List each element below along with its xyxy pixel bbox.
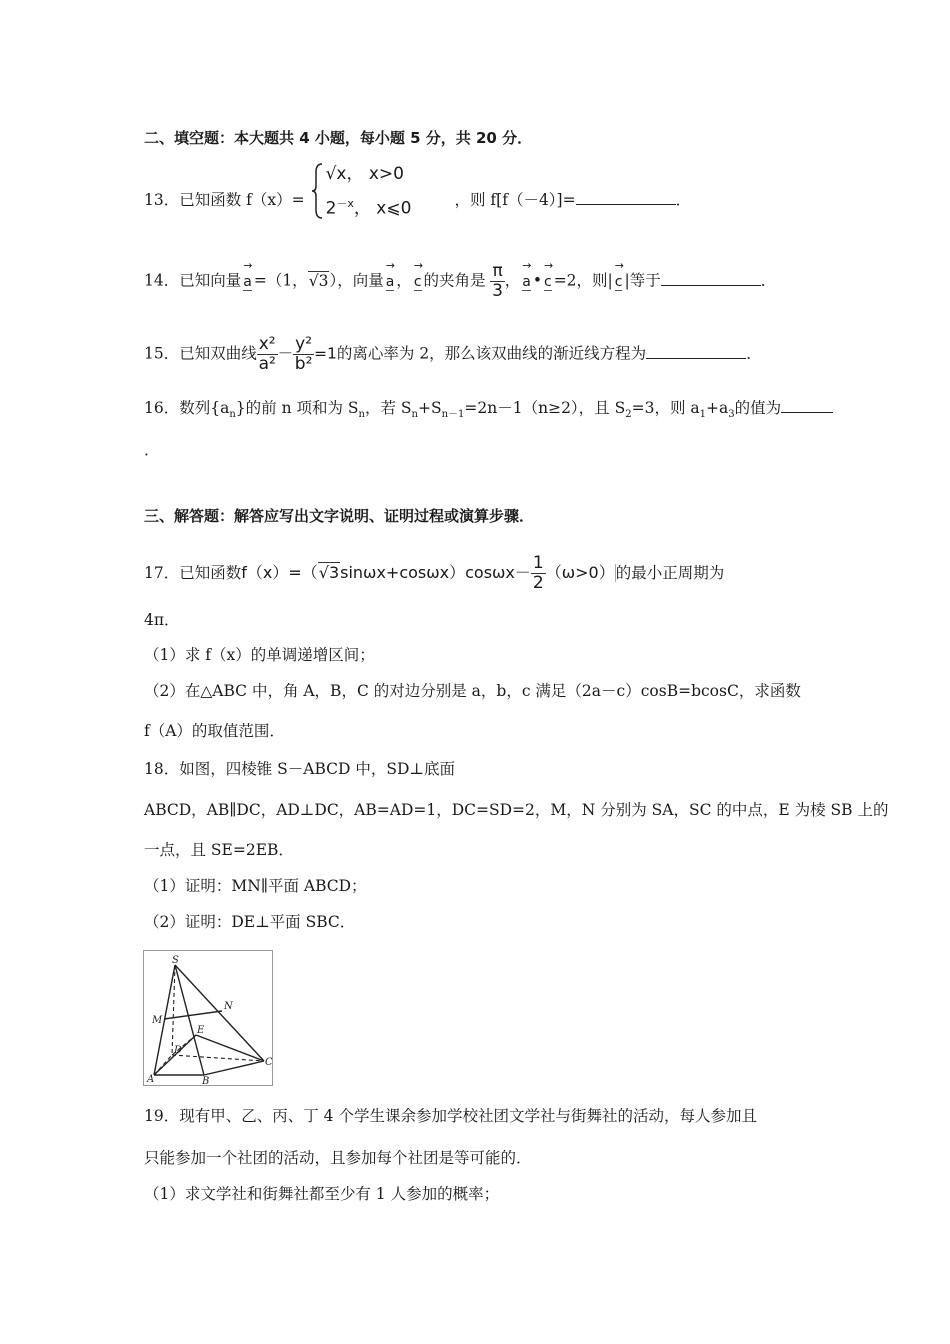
q16-s3: n bbox=[411, 409, 418, 421]
q18-part-2: （2）证明：DE⊥平面 SBC． bbox=[144, 913, 356, 931]
question-15 bbox=[144, 335, 762, 374]
pyramid-figure bbox=[143, 950, 273, 1086]
q17-formula-c: （ω>0） bbox=[545, 563, 615, 582]
vector-c-3: → c bbox=[614, 258, 624, 290]
q16-t8: 的值为 bbox=[734, 399, 782, 417]
q19-line-2: 只能参加一个社团的活动，且参加每个社团是等可能的． bbox=[144, 1149, 532, 1167]
q15-text-1: 15．已知双曲线 bbox=[144, 344, 257, 363]
fraction-num: 1 bbox=[532, 553, 544, 573]
q17-formula-b: sinωx+cosωx）cosωx－ bbox=[340, 563, 531, 582]
fraction-y2-over-b2 bbox=[293, 335, 314, 374]
q13-prefix: 13．已知函数 f（x）= bbox=[144, 191, 305, 209]
label-E: E bbox=[197, 1025, 205, 1036]
vector-c-1: → c bbox=[413, 258, 424, 290]
question-16 bbox=[144, 398, 833, 425]
q14-sqrt3: √3 bbox=[308, 271, 329, 290]
question-14 bbox=[144, 258, 777, 301]
q13-answer-blank[interactable] bbox=[576, 190, 676, 205]
q16-t2: }的前 n 项和为 S bbox=[235, 399, 359, 417]
fraction-one-half bbox=[531, 554, 546, 593]
fraction-num: y² bbox=[295, 334, 313, 354]
label-D: D bbox=[174, 1045, 183, 1056]
q14-end: ． bbox=[760, 271, 777, 290]
q16-s7: 3 bbox=[728, 409, 735, 421]
pyramid-diagram bbox=[144, 951, 272, 1085]
q17-part-2a: （2）在△ABC 中，角 A，B，C 的对边分别是 a，b，c 满足（2a－c）cosB=bcosC，求函数 bbox=[144, 682, 801, 700]
fraction-num: x² bbox=[258, 334, 276, 354]
q19-part-1: （1）求文学社和街舞社都至少有 1 人参加的概率； bbox=[144, 1185, 500, 1203]
q16-answer-blank[interactable] bbox=[781, 398, 833, 413]
q16-s5: 2 bbox=[625, 409, 632, 421]
q13-piecewise bbox=[310, 162, 450, 220]
q18-line-2: ABCD，AB∥DC，AD⊥DC，AB=AD=1，DC=SD=2，M，N 分别为 SA，SC 的中点，E 为棱 SB 上的 bbox=[144, 801, 889, 819]
fraction-den: a² bbox=[258, 354, 276, 374]
q13-case2-base: 2 bbox=[325, 198, 337, 219]
q17-line-2: 4π． bbox=[144, 611, 180, 629]
q14-comma-2: ， bbox=[504, 271, 521, 290]
fraction-pi-over-3 bbox=[490, 262, 504, 301]
q16-t5: =2n－1（n≥2），且 S bbox=[464, 399, 626, 417]
q16-s2: n bbox=[358, 409, 365, 421]
q18-line-1: 18．如图，四棱锥 S－ABCD 中，SD⊥底面 bbox=[144, 760, 455, 778]
q16-t1: 16．数列{a bbox=[144, 399, 230, 417]
equals-one: =1 bbox=[314, 344, 337, 363]
fraction-den: 3 bbox=[492, 281, 503, 301]
q14-comma: ， bbox=[396, 271, 412, 290]
vector-a-2: → a bbox=[385, 258, 395, 290]
q16-t7: +a bbox=[706, 399, 729, 417]
q15-end: ． bbox=[746, 344, 762, 363]
q17-formula bbox=[241, 553, 615, 593]
q14-text-2: =（1， bbox=[253, 271, 308, 290]
question-13 bbox=[144, 164, 692, 220]
q13-suffix: ，则 f[f（－4）]= bbox=[454, 191, 576, 209]
q14-text-4: 的夹角是 bbox=[423, 271, 486, 290]
dot-product-symbol: • bbox=[532, 271, 542, 290]
minus-sign: － bbox=[277, 344, 294, 363]
q14-text-3: ），向量 bbox=[329, 271, 384, 290]
label-S: S bbox=[172, 955, 179, 966]
q17-text-2: 的最小正周期为 bbox=[615, 564, 725, 582]
label-A: A bbox=[147, 1074, 155, 1085]
q13-end: ． bbox=[675, 191, 692, 209]
q17-formula-a: f（x）=（ bbox=[241, 563, 318, 582]
q15-text-2: 的离心率为 2，那么该双曲线的渐近线方程为 bbox=[336, 344, 647, 363]
q16-t3: ，若 S bbox=[364, 399, 412, 417]
label-C: C bbox=[265, 1057, 272, 1068]
q13-case2 bbox=[326, 194, 412, 219]
q17-part-1: （1）求 f（x）的单调递增区间； bbox=[144, 646, 375, 664]
q15-answer-blank[interactable] bbox=[646, 344, 746, 359]
label-B: B bbox=[202, 1076, 210, 1085]
q14-text-5: =2，则| bbox=[553, 271, 613, 290]
q17-part-2b: f（A）的取值范围． bbox=[144, 722, 285, 740]
q16-s4: n－1 bbox=[441, 409, 465, 421]
q16-end-line: ． bbox=[144, 441, 160, 459]
label-N: N bbox=[224, 1001, 233, 1012]
q14-text-1: 14．已知向量 bbox=[144, 271, 242, 290]
q13-case2-exp: －x bbox=[336, 197, 354, 210]
q16-s1: n bbox=[229, 409, 236, 421]
q16-t4: +S bbox=[417, 399, 442, 417]
question-17 bbox=[144, 554, 724, 593]
q17-formula-sqrt: √3 bbox=[318, 563, 340, 582]
fraction-den: 2 bbox=[532, 573, 544, 593]
vector-a-1: → a bbox=[243, 258, 253, 290]
q14-answer-blank[interactable] bbox=[661, 271, 761, 286]
q18-line-3: 一点，且 SE=2EB． bbox=[144, 841, 294, 859]
vector-c-2: → c bbox=[543, 258, 554, 290]
fraction-den: b² bbox=[294, 354, 313, 374]
section-3-heading: 三、解答题：解答应写出文字说明、证明过程或演算步骤． bbox=[144, 507, 535, 525]
q19-line-1: 19．现有甲、乙、丙、丁 4 个学生课余参加学校社团文学社与街舞社的活动，每人参加且 bbox=[144, 1107, 757, 1125]
q17-text-1: 17．已知函数 bbox=[144, 564, 242, 582]
q16-t6: =3，则 a bbox=[631, 399, 700, 417]
q13-case2-tail: ， x⩽0 bbox=[353, 198, 412, 219]
vector-a-3: → a bbox=[522, 258, 532, 290]
q16-s6: 1 bbox=[699, 409, 707, 421]
section-2-heading: 二、填空题：本大题共 4 小题，每小题 5 分，共 20 分． bbox=[144, 129, 533, 147]
left-brace-icon bbox=[310, 162, 326, 220]
q14-text-6: |等于 bbox=[624, 271, 661, 290]
fraction-x2-over-a2 bbox=[257, 335, 278, 374]
q13-case1: √x， x>0 bbox=[325, 164, 404, 184]
label-M: M bbox=[152, 1015, 163, 1026]
q18-part-1: （1）证明：MN∥平面 ABCD； bbox=[144, 877, 367, 895]
fraction-num: π bbox=[492, 261, 503, 281]
